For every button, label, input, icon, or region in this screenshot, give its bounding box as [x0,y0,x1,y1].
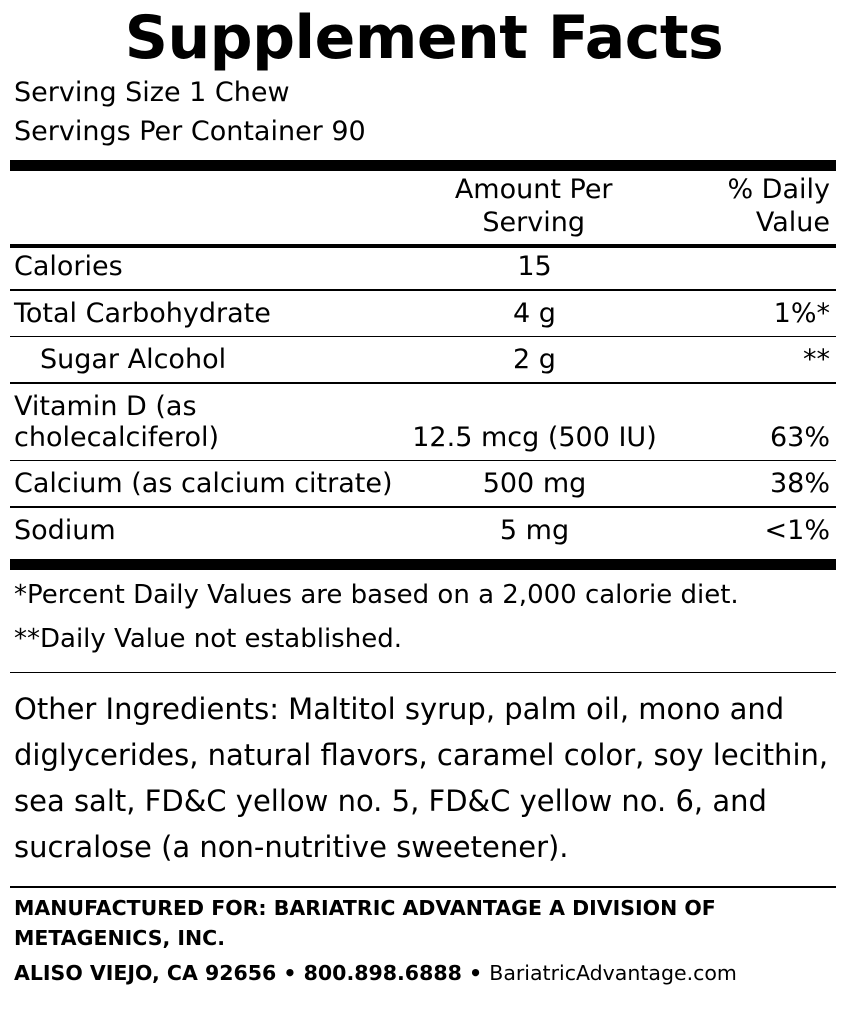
divider-row [10,382,836,384]
row-name: Sodium [14,514,116,546]
row-daily-value: <1% [764,514,830,546]
servings-per-container-text: Servings Per Container 90 [14,116,366,148]
row-amount: 12.5 mcg (500 IU) [412,421,657,453]
table-row [10,341,836,379]
row-separator [10,379,836,388]
row-name: Total Carbohydrate [14,297,271,329]
row-amount: 2 g [513,344,556,376]
row-amount: 5 mg [499,514,570,546]
footnote-daily-values: *Percent Daily Values are based on a 2,000 calorie diet. [14,579,739,610]
header-dv-line1: % Daily [727,174,830,206]
table-row [10,248,836,286]
nutrition-rows-table [10,248,836,550]
header-daily-value [661,171,836,244]
row-amount: 4 g [513,297,556,329]
row-separator [10,286,836,295]
row-daily-value [663,248,836,286]
manufacturer-address: ALISO VIEJO, CA 92656 • 800.898.6888 • [14,960,490,985]
table-row [10,388,836,457]
row-separator [10,457,836,466]
divider-thick-top [10,160,836,171]
table-header-row [10,171,836,244]
header-amount-line2: Serving [482,207,585,239]
row-amount: 15 [517,251,552,283]
nutrition-table [10,171,836,244]
manufacturer-line-1: MANUFACTURED FOR: BARIATRIC ADVANTAGE A DIVISION OF METAGENICS, INC. [14,896,716,950]
row-name: Calcium (as calcium citrate) [14,468,393,500]
manufacturer-website: BariatricAdvantage.com [489,960,737,985]
header-amount-line1: Amount Per [454,174,613,206]
table-row [10,512,836,550]
manufacturer-line-2 [14,959,836,988]
row-daily-value: 63% [769,421,830,453]
row-separator [10,333,836,342]
row-amount: 500 mg [482,468,587,500]
table-row [10,295,836,333]
divider-above-ingredients [10,672,836,674]
row-daily-value: 38% [769,468,830,500]
divider-row [10,460,836,462]
serving-size-text: Serving Size 1 Chew [14,77,290,109]
row-separator [10,503,836,512]
row-name: Calories [14,251,123,283]
header-amount-per-serving [406,171,660,244]
other-ingredients-text: Other Ingredients: Maltitol syrup, palm oil, mono and diglycerides, natural flavors, caramel color, soy lecithin, sea salt, FD&C yellow no. 5, FD&C yellow no. 6, and sucralose (a non-nutritive sweetener). [14,692,829,864]
row-daily-value: 1%* [773,297,830,329]
divider-row [10,289,836,291]
header-blank [10,171,406,244]
row-daily-value: ** [803,344,830,376]
divider-thick-bottom [10,559,836,570]
footnote-not-established: **Daily Value not established. [14,623,402,654]
divider-row [10,336,836,338]
page-title: Supplement Facts [124,3,724,73]
table-row [10,465,836,503]
divider-row [10,506,836,508]
row-name: Vitamin D (as cholecalciferol) [14,390,220,453]
header-dv-line2: Value [755,207,830,239]
divider-above-footer [10,886,836,888]
row-name: Sugar Alcohol [40,344,227,376]
